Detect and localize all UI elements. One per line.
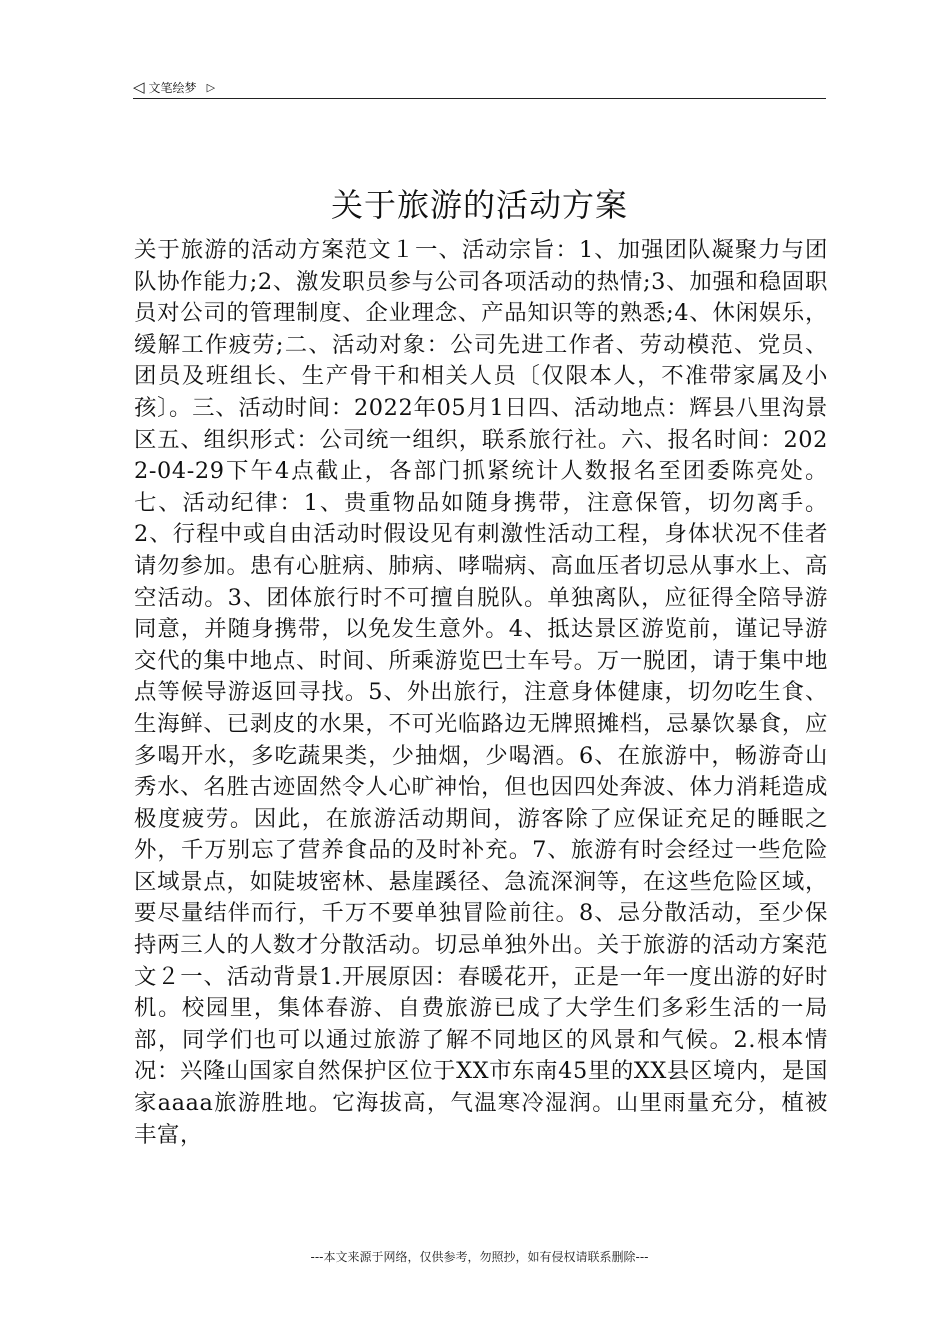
triangle-left-icon: ◁: [133, 77, 145, 96]
header-brand: 文笔绘梦: [148, 80, 197, 95]
document-title: 关于旅游的活动方案: [330, 186, 628, 224]
triangle-right-icon: ▷: [206, 80, 216, 94]
footer-notice: ---本文来源于网络，仅供参考，勿照抄，如有侵权请联系删除---: [310, 1250, 649, 1264]
document-body: 关于旅游的活动方案范文１一、活动宗旨：1、加强团队凝聚力与团队协作能力;2、激发职员参与公司各项活动的热情;3、加强和稳固职员对公司的管理制度、企业理念、产品知识等的熟悉;4、休闲娱乐，缓解工作疲劳;二、活动对象：公司先进工作者、劳动模范、党员、团员及班组长、生产骨干和相关人员〔仅限本人，不准带家属及小孩〕。三、活动时间：2022年05月1日四、活动地点：辉县八里沟景区五、组织形式：公司统一组织，联系旅行社。六、报名时间：2022-04-29下午4点截止，各部门抓紧统计人数报名至团委陈亮处。七、活动纪律：1、贵重物品如随身携带，注意保管，切勿离手。2、行程中或自由活动时假设见有刺激性活动工程，身体状况不佳者请勿参加。患有心脏病、肺病、哮喘病、高血压者切忌从事水上、高空活动。3、团体旅行时不可擅自脱队。单独离队，应征得全陪导游同意，并随身携带，以免发生意外。4、抵达景区游览前，谨记导游交代的集中地点、时间、所乘游览巴士车号。万一脱团，请于集中地点等候导游返回寻找。5、外出旅行，注意身体健康，切勿吃生食、生海鲜、已剥皮的水果，不可光临路边无牌照摊档，忌暴饮暴食，应多喝开水，多吃蔬果类，少抽烟，少喝酒。6、在旅游中，畅游奇山秀水、名胜古迹固然令人心旷神怡，但也因四处奔波、体力消耗造成极度疲劳。因此，在旅游活动期间，游客除了应保证充足的睡眠之外，千万别忘了营养食品的及时补充。7、旅游有时会经过一些危险区域景点，如陡坡密林、悬崖蹊径、急流深涧等，在这些危险区域，要尽量结伴而行，千万不要单独冒险前往。8、忌分散活动，至少保持两三人的人数才分散活动。切忌单独外出。关于旅游的活动方案范文２一、活动背景1.开展原因：春暖花开，正是一年一度出游的好时机。校园里，集体春游、自费旅游已成了大学生们多彩生活的一局部，同学们也可以通过旅游了解不同地区的风景和气候。2.根本情况：兴隆山国家自然保护区位于XX市东南45里的XX县区境内，是国家aaaa旅游胜地。它海拔高，气温寒冷湿润。山里雨量充分，植被丰富，: [134, 237, 828, 1148]
header-divider: [133, 98, 826, 99]
page-header: [133, 76, 826, 98]
